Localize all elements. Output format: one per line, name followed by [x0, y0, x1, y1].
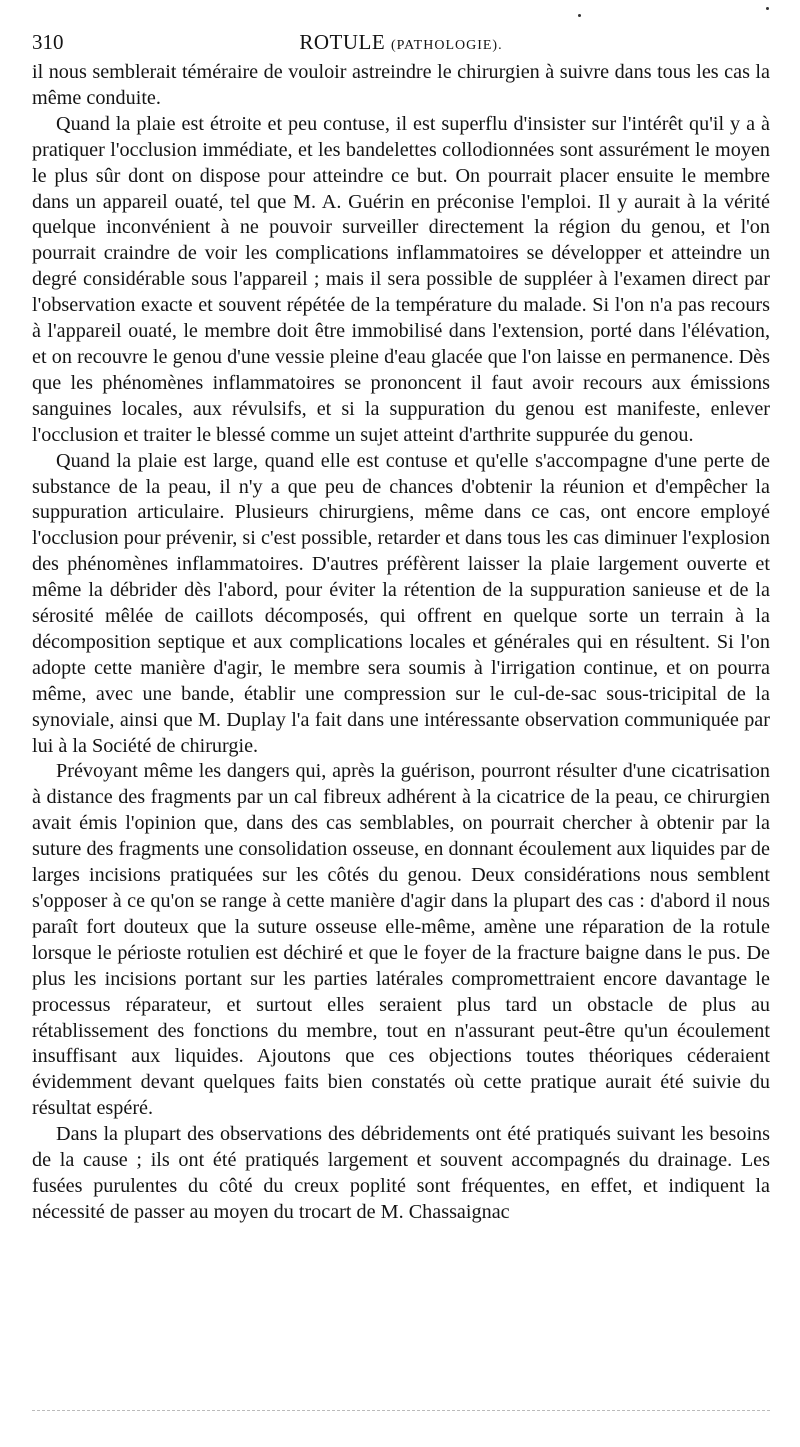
paragraph-continued: il nous semblerait téméraire de vouloir astreindre le chirurgien à suivre dans tous les cas la même conduite. [32, 61, 770, 109]
paragraph: Quand la plaie est étroite et peu contuse, il est superflu d'insister sur l'intérêt qu'il y a à pratiquer l'occlusion immédiate, et les bandelettes collodionnées sont assurément le moyen le plus sûr dont on dispose pour atteindre ce but. On pourrait placer ensuite le membre dans un appareil ouaté, tel que M. A. Guérin en préconise l'emploi. Il y aurait à la vérité quelque inconvénient à ne pouvoir surveiller directement la région du genou, et l'on pourrait craindre de voir les complications inflammatoires se développer et atteindre un degré considérable sous l'appareil ; mais il sera possible de suppléer à l'examen direct par l'observation exacte et souvent répétée de la température du malade. Si l'on n'a pas recours à l'appareil ouaté, le membre doit être immobilisé dans l'extension, porté dans l'élévation, et on recouvre le genou d'une vessie pleine d'eau glacée que l'on laisse en permanence. Dès que les phénomènes inflammatoires se prononcent il faut avoir recours aux émissions sanguines locales, aux révulsifs, et si la suppuration du genou est manifeste, enlever l'occlusion et traiter le blessé comme un sujet atteint d'arthrite suppurée du genou. [32, 112, 770, 446]
footer-rule [32, 1410, 770, 1411]
page-number: 310 [32, 30, 64, 54]
paragraph: Quand la plaie est large, quand elle est contuse et qu'elle s'accompagne d'une perte de substance de la peau, il n'y a que peu de chances d'obtenir la réunion et d'empêcher la suppuration articulaire. Plusieurs chirurgiens, même dans ce cas, ont encore employé l'occlusion pour prévenir, si c'est possible, retarder et dans tous les cas diminuer l'explosion des phénomènes inflammatoires. D'autres préfèrent laisser la plaie largement ouverte et même la débrider dès l'abord, pour éviter la rétention de la suppuration sanieuse et de la sérosité mêlée de caillots décomposés, qui offrent en quelque sorte un terrain à la décomposition septique et aux complications locales et générales qui en résultent. Si l'on adopte cette manière d'agir, le membre sera soumis à l'irrigation continue, et on pourra même, avec une bande, établir une compression sur le cul-de-sac sous-tricipital de la synoviale, ainsi que M. Duplay l'a fait dans une intéressante observation communiquée par lui à la Société de chirurgie. [32, 449, 770, 757]
running-header [32, 30, 770, 60]
running-title-subtitle: (PATHOLOGIE). [390, 38, 503, 53]
running-title [32, 30, 770, 55]
running-title-main: ROTULE [299, 30, 386, 54]
paragraph: Prévoyant même les dangers qui, après la guérison, pourront résulter d'une cicatrisation à distance des fragments par un cal fibreux adhérent à la cicatrice de la peau, ce chirurgien avait émis l'opinion que, dans des cas semblables, on pourrait chercher à obtenir par la suture des fragments une consolidation osseuse, en donnant écoulement aux liquides par de larges incisions pratiquées sur les côtés du genou. Deux considérations nous semblent s'opposer à ce qu'on se range à cette manière d'agir dans la plupart des cas : d'abord il nous paraît fort douteux que la suture osseuse elle-même, amène une réparation de la rotule lorsque le périoste rotulien est déchiré et que le foyer de la fracture baigne dans le pus. De plus les incisions portant sur les parties latérales compromettraient encore davantage le processus réparateur, et surtout elles seraient plus tard un obstacle de plus au rétablissement des fonctions du membre, tout en n'assurant peut-être qu'un écoulement insuffisant aux liquides. Ajoutons que ces objections toutes théoriques céderaient évidemment devant quelques faits bien constatés où cette pratique aurait été suivie du résultat espéré. [32, 760, 770, 1120]
paragraph: Dans la plupart des observations des débridements ont été pratiqués suivant les besoins de la cause ; ils ont été pratiqués largement et souvent accompagnés du drainage. Les fusées purulentes du côté du creux poplité sont fréquentes, en effet, et indiquent la nécessité de passer au moyen du trocart de M. Chassaignac [32, 1123, 770, 1223]
body-text [32, 60, 770, 1226]
print-speck [578, 14, 581, 17]
print-speck [766, 7, 769, 10]
